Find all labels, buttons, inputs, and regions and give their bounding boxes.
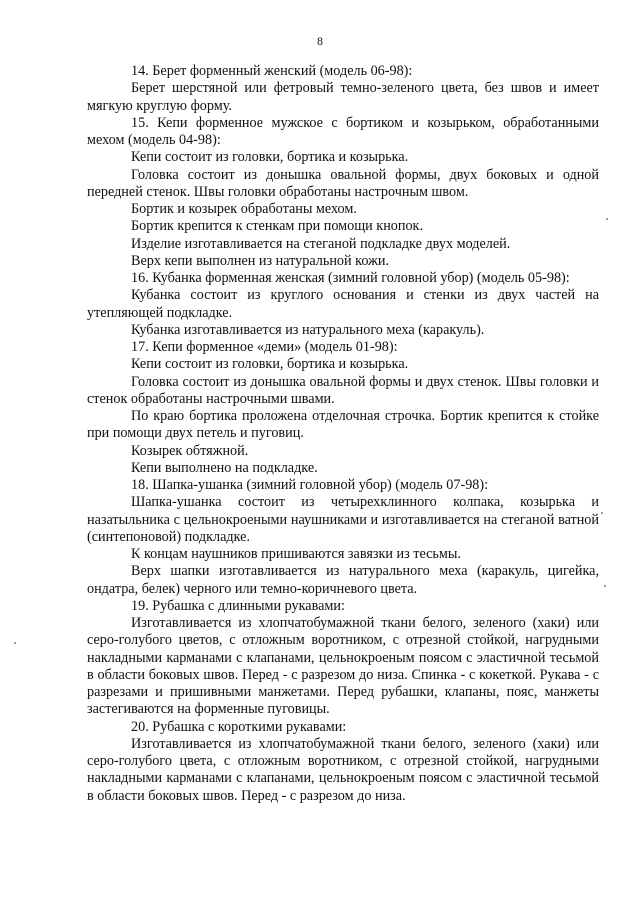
paragraph-kubanka-parts: Кубанка состоит из круглого основания и стенки из двух частей на утепляющей подкладке. [87, 287, 599, 321]
paragraph-kepi-demi-parts: Кепи состоит из головки, бортика и козырька. [131, 356, 409, 373]
paragraph-short-sleeve-heading: 20. Рубашка с короткими рукавами: [131, 718, 347, 735]
scan-speck [14, 642, 16, 644]
paragraph-short-sleeve-description: Изготавливается из хлопчатобумажной ткани белого, зеленого (хаки) или серо-голубого цвета, с отложным воротником, с отрезной стойкой, нагрудными накладными карманами с клапанами, цельнокроеным поясом с эластичной тесьмой в области боковых швов. Перед - с разрезом до низа. [87, 735, 599, 804]
paragraph-long-sleeve-description: Изготавливается из хлопчатобумажной ткани белого, зеленого (хаки) или серо-голубого цветов, с отложным воротником, с отрезной стойкой, нагрудными накладными карманами с клапанами, цельнокроеным поясом с эластичной тесьмой в области боковых швов. Перед - с разрезом до низа. Спинка - с кокеткой. Рукава - с разрезами и пришивными манжетами. Перед рубашки, клапаны, пояс, манжеты застегиваются на форменные пуговицы. [87, 615, 599, 718]
paragraph-kepi-fur-parts: Кепи состоит из головки, бортика и козырька. [131, 149, 409, 166]
paragraph-kepi-fur-trim: Бортик и козырек обработаны мехом. [131, 201, 357, 217]
paragraph-kepi-fur-crown: Головка состоит из донышка овальной формы, двух боковых и одной передней стенок. Швы головки обработаны настрочным швом. [87, 166, 599, 200]
document-body [87, 63, 599, 805]
paragraph-kepi-demi-crown: Головка состоит из донышка овальной формы и двух стенок. Швы головки и стенок обработаны настрочными швами. [87, 373, 599, 407]
paragraph-ushanka-ties: К концам наушников пришиваются завязки из тесьмы. [131, 546, 461, 562]
paragraph-kepi-fur-material: Верх кепи выполнен из натуральной кожи. [131, 252, 390, 269]
scan-speck [606, 218, 608, 220]
paragraph-beret-description: Берет шерстяной или фетровый темно-зеленого цвета, без швов и имеет мягкую круглую форму. [87, 80, 599, 114]
paragraph-kepi-demi-visor: Козырек обтяжной. [131, 442, 249, 459]
paragraph-kepi-demi-trim: По краю бортика проложена отделочная строчка. Бортик крепится к стойке при помощи двух петель и пуговиц. [87, 408, 599, 442]
paragraph-kubanka-material: Кубанка изготавливается из натурального меха (каракуль). [131, 321, 485, 338]
paragraph-ushanka-heading: 18. Шапка-ушанка (зимний головной убор) (модель 07-98): [131, 477, 489, 493]
paragraph-kepi-demi-lining: Кепи выполнено на подкладке. [131, 459, 318, 476]
paragraph-long-sleeve-heading: 19. Рубашка с длинными рукавами: [131, 597, 345, 614]
scan-speck [604, 585, 606, 587]
paragraph-ushanka-material: Верх шапки изготавливается из натурального меха (каракуль, цигейка, ондатра, белек) черного или темно-коричневого цвета. [87, 563, 599, 597]
paragraph-ushanka-parts: Шапка-ушанка состоит из четырехклинного колпака, козырька и назатыльника с цельнокроеными наушниками и изготавливается на стеганой ватной (синтепоновой) подкладке. [87, 494, 599, 545]
page-number: 8 [317, 34, 323, 48]
paragraph-kepi-fur-fastening: Бортик крепится к стенкам при помощи кнопок. [131, 218, 424, 235]
paragraph-kepi-fur-lining: Изделие изготавливается на стеганой подкладке двух моделей. [131, 235, 511, 252]
paragraph-kubanka-heading: 16. Кубанка форменная женская (зимний головной убор) (модель 05-98): [131, 270, 570, 286]
paragraph-kepi-demi-heading: 17. Кепи форменное «деми» (модель 01-98): [131, 339, 398, 355]
paragraph-kepi-fur-heading: 15. Кепи форменное мужское с бортиком и козырьком, обработанными мехом (модель 04-98): [87, 114, 599, 148]
paragraph-beret-heading: 14. Берет форменный женский (модель 06-98): [131, 63, 413, 79]
scan-speck [601, 512, 603, 514]
